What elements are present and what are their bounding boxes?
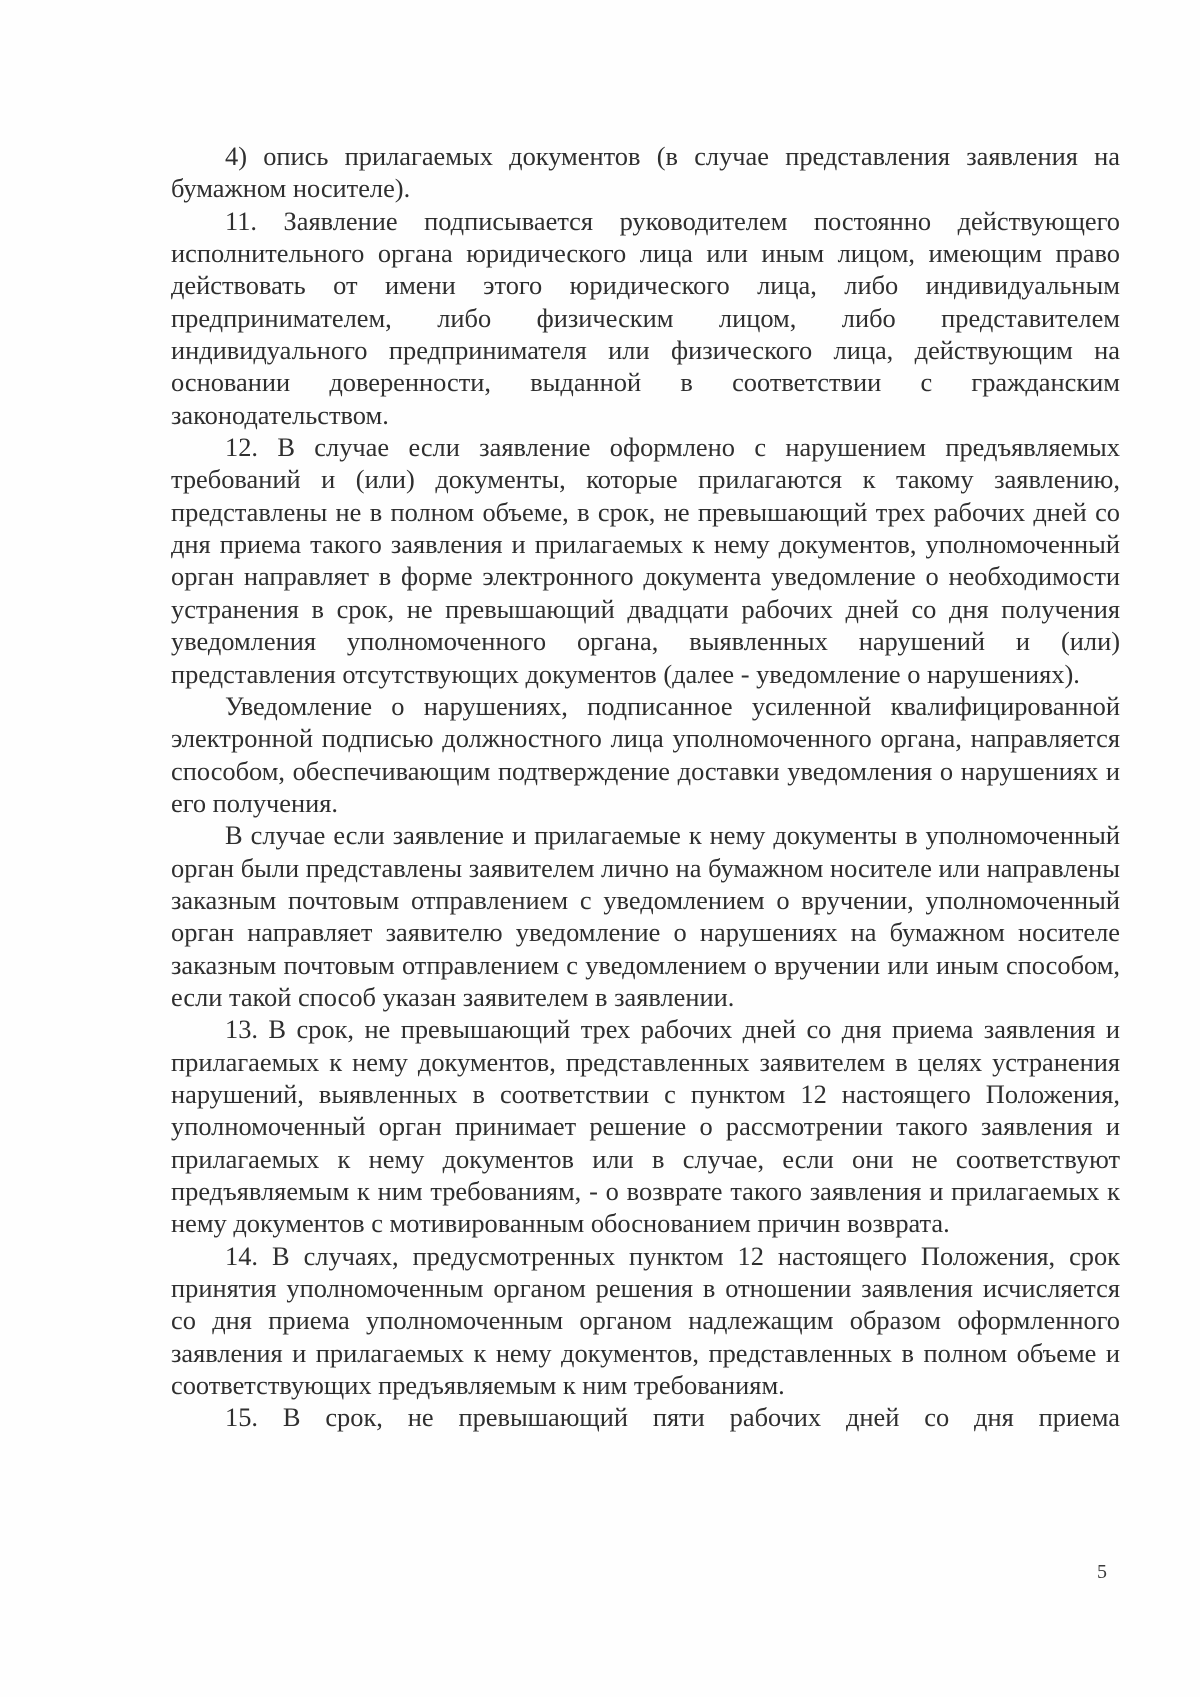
clause-13: 13. В срок, не превышающий трех рабочих дней со дня приема заявления и прилагаемых к нему документов, представленных заявителем в целях устранения нарушений, выявленных в соответствии с пунктом 12 настоящего Положения, уполномоченный орган принимает решение о рассмотрении такого заявления и прилагаемых к нему документов или в случае, если они не соответствуют предъявляемым к ним требованиям, - о возврате такого заявления и прилагаемых к нему документов с мотивированным обоснованием причин возврата. [171,1014,1120,1239]
clause-12-notice-signature: Уведомление о нарушениях, подписанное усиленной квалифицированной электронной подписью должностного лица уполномоченного органа, направляется способом, обеспечивающим подтверждение доставки уведомления о нарушениях и его получения. [171,690,1120,818]
clause-11: 11. Заявление подписывается руководителем постоянно действующего исполнительного органа юридического лица или иным лицом, имеющим право действовать от имени этого юридического лица, либо индивидуальным предпринимателем, либо физическим лицом, либо представителем индивидуального предпринимателя или физического лица, действующим на основании доверенности, выданной в соответствии с гражданским законодательством. [171,205,1120,430]
clause-14: 14. В случаях, предусмотренных пунктом 12 настоящего Положения, срок принятия уполномоченным органом решения в отношении заявления исчисляется со дня приема уполномоченным органом надлежащим образом оформленного заявления и прилагаемых к нему документов, представленных в полном объеме и соответствующих предъявляемым к ним требованиям. [171,1240,1120,1401]
clause-12: 12. В случае если заявление оформлено с нарушением предъявляемых требований и (или) документы, которые прилагаются к такому заявлению, представлены не в полном объеме, в срок, не превышающий трех рабочих дней со дня приема такого заявления и прилагаемых к нему документов, уполномоченный орган направляет в форме электронного документа уведомление о необходимости устранения в срок, не превышающий двадцати рабочих дней со дня получения уведомления уполномоченного органа, выявленных нарушений и (или) представления отсутствующих документов (далее - уведомление о нарушениях). [171,432,1120,689]
list-item-inventory: 4) опись прилагаемых документов (в случае представления заявления на бумажном носителе). [171,141,1120,204]
clause-15-start: 15. В срок, не превышающий пяти рабочих дней со дня приема [225,1402,1120,1433]
page-number: 5 [1097,1561,1107,1583]
clause-12-paper-submission: В случае если заявление и прилагаемые к нему документы в уполномоченный орган были представлены заявителем лично на бумажном носителе или направлены заказным почтовым отправлением с уведомлением о вручении, уполномоченный орган направляет заявителю уведомление о нарушениях на бумажном носителе заказным почтовым отправлением с уведомлением о вручении или иным способом, если такой способ указан заявителем в заявлении. [171,820,1120,1012]
document-body [171,140,1120,1434]
